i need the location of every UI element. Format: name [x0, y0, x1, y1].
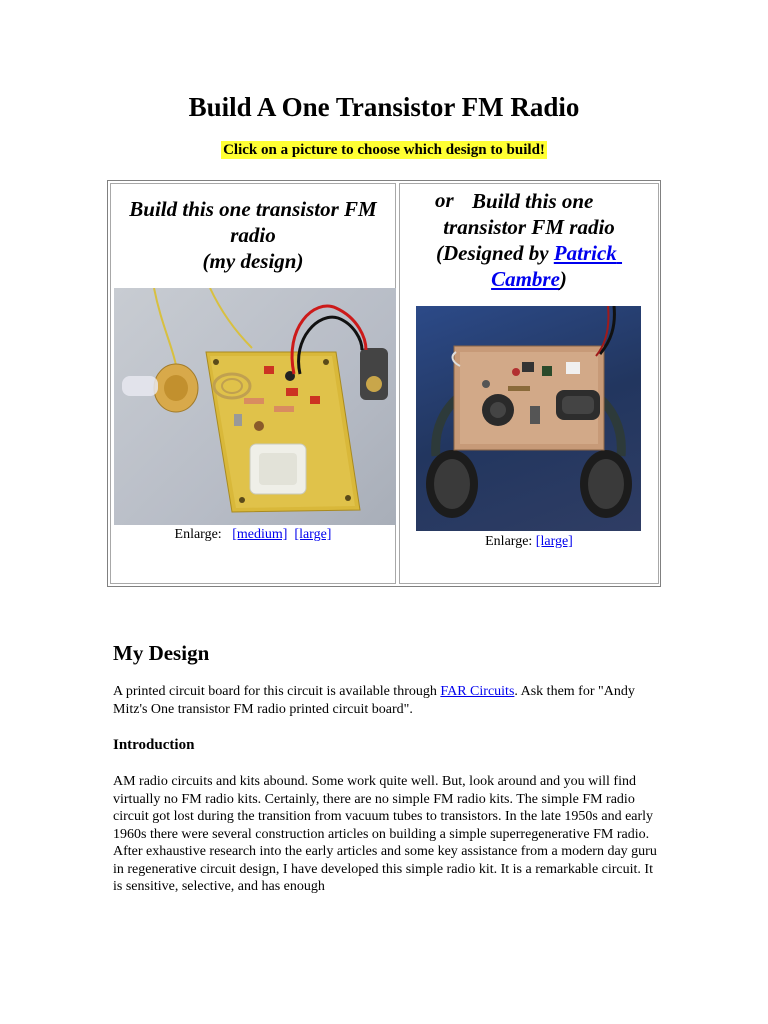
cambre-design-photo-drawing: [416, 306, 641, 531]
my-design-large-link[interactable]: [large]: [294, 527, 332, 542]
cambre-enlarge-label: Enlarge:: [485, 534, 533, 549]
pcb-availability-paragraph: [113, 683, 663, 718]
pcb-text-after: . Ask them for "Andy Mitz's One transistor FM radio printed circuit board".: [113, 684, 635, 717]
introduction-paragraph: AM radio circuits and kits abound. Some work quite well. But, look around and you will find virtually no FM radio kits. Certainly, there are no simple FM radio kits. The simple FM radio circuit got lost during the transition from vacuum tubes to transistors. In the late 1950s and early 1960s there were several construction articles on building a simple superregenerative FM radio. After exhaustive research into the early articles and some key assistance from a modern day guru in regenerative circuit design, I have developed this simple radio kit. It is a remarkable circuit. It is sensitive, selective, and has enough: [113, 774, 657, 894]
my-design-heading-line2: radio: [230, 223, 276, 247]
pcb-text-before: A printed circuit board for this circuit is available through: [113, 684, 441, 699]
page-title: Build A One Transistor FM Radio: [188, 92, 580, 122]
my-design-photo[interactable]: [114, 288, 396, 525]
cambre-large-link[interactable]: [large]: [535, 534, 573, 549]
my-design-cell: [110, 183, 396, 584]
cambre-heading-prefix: (Designed by: [435, 241, 554, 265]
notice-bar: [0, 141, 768, 159]
my-design-heading: [111, 196, 395, 274]
notice-text: Click on a picture to choose which design to build!: [223, 142, 545, 158]
cambre-heading-line3: [400, 240, 658, 266]
cambre-design-cell: [399, 183, 659, 584]
my-design-enlarge-label: Enlarge:: [174, 527, 222, 542]
my-design-enlarge: [111, 527, 395, 543]
cambre-design-photo[interactable]: [416, 306, 641, 531]
my-design-section-heading: My Design: [113, 641, 210, 665]
designer-link-space[interactable]: [617, 241, 622, 265]
or-word: or: [435, 188, 454, 212]
designer-first-name-link[interactable]: Patrick: [553, 241, 617, 265]
cambre-heading-line2: transistor FM radio: [443, 215, 615, 239]
far-circuits-link[interactable]: FAR Circuits: [440, 684, 515, 699]
cambre-design-enlarge: [400, 534, 658, 550]
cambre-heading-suffix: ): [559, 267, 567, 291]
cambre-heading-line1: Build this one: [472, 189, 594, 213]
my-design-medium-link[interactable]: [medium]: [232, 527, 288, 542]
my-design-heading-line1: Build this one transistor FM: [129, 197, 377, 221]
cambre-design-heading: [400, 188, 658, 292]
cambre-heading-line4: [400, 266, 658, 292]
design-choice-table: [107, 180, 661, 587]
introduction-heading: Introduction: [113, 737, 195, 753]
my-design-photo-drawing: [114, 288, 396, 525]
my-design-heading-line3: (my design): [202, 249, 304, 273]
designer-last-name-link[interactable]: Cambre: [491, 267, 560, 291]
